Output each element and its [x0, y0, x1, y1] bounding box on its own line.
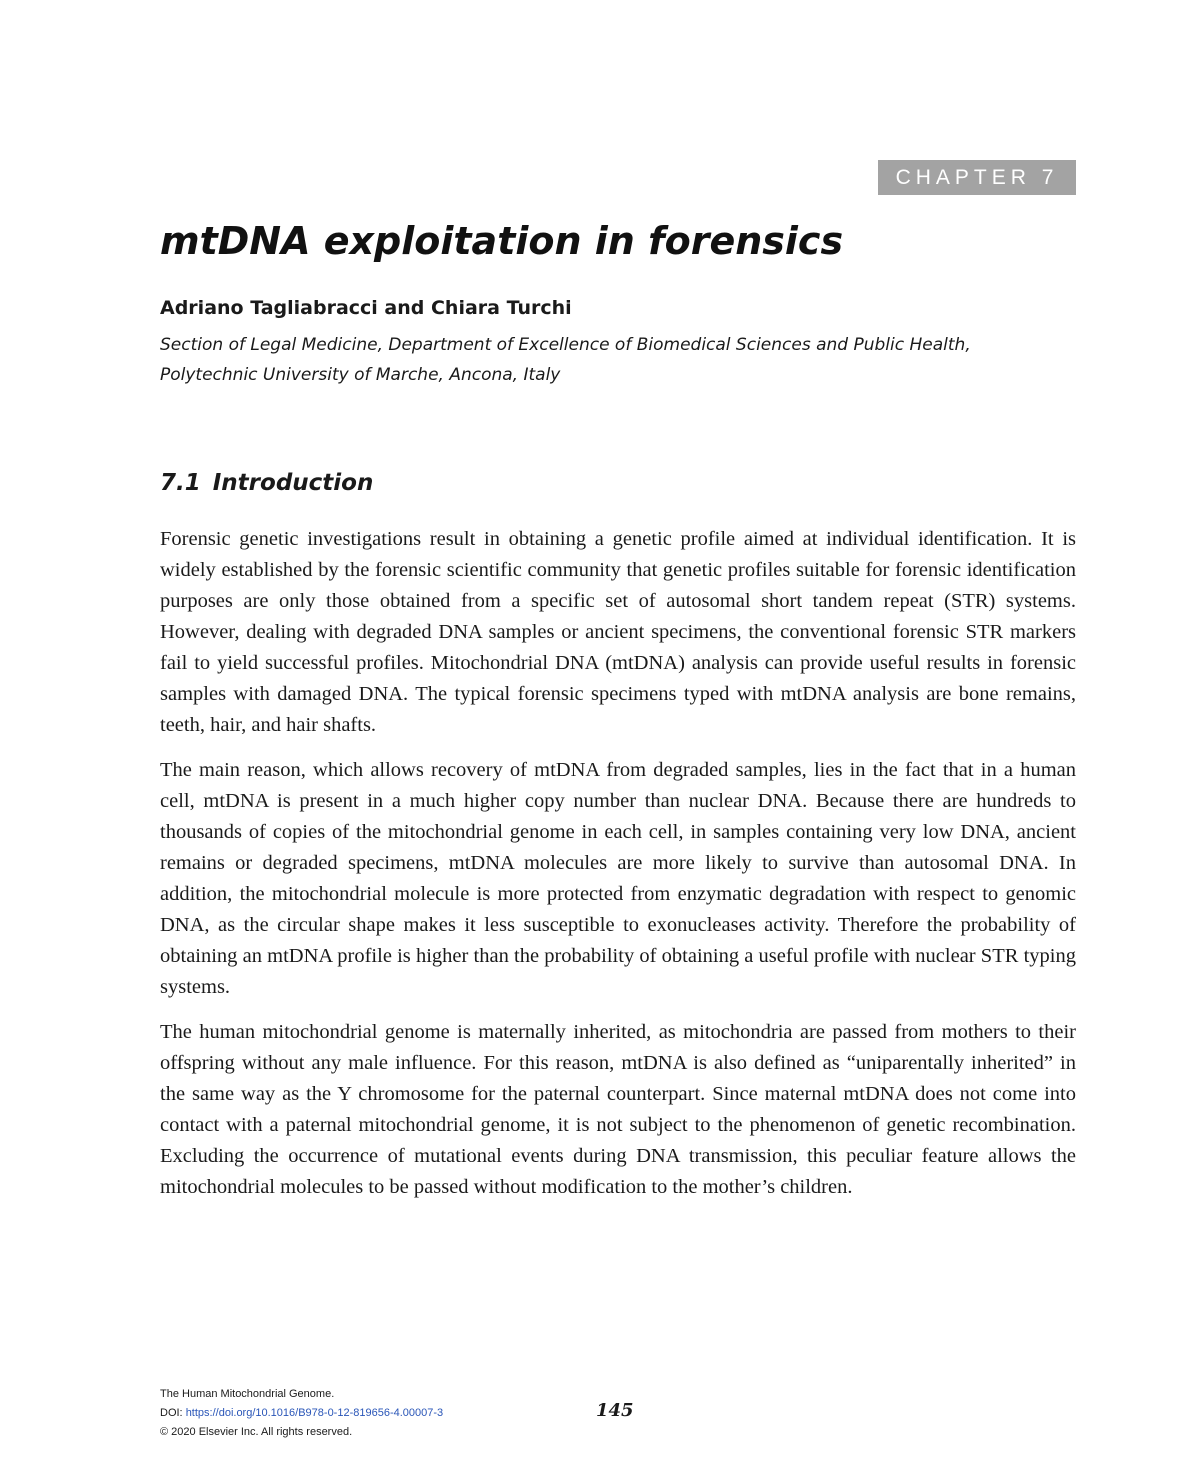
author-affiliation: [160, 330, 1060, 390]
doi-link[interactable]: https://doi.org/10.1016/B978-0-12-819656-4.00007-3: [185, 1407, 444, 1419]
paragraph-1: Forensic genetic investigations result in obtaining a genetic profile aimed at individual identification. It is widely established by the forensic scientific community that genetic profiles suitable for forensic identification purposes are only those obtained from a specific set of autosomal short tandem repeat (STR) systems. However, dealing with degraded DNA samples or ancient specimens, the conventional forensic STR markers fail to yield successful profiles. Mitochondrial DNA (mtDNA) analysis can provide useful results in forensic samples with damaged DNA. The typical forensic specimens typed with mtDNA analysis are bone remains, teeth, hair, and hair shafts.: [160, 528, 1076, 736]
footer-doi-label: DOI:: [160, 1407, 183, 1419]
section-number: 7.1: [160, 470, 201, 496]
footer-copyright: © 2020 Elsevier Inc. All rights reserved.: [160, 1426, 353, 1438]
author-names: Adriano Tagliabracci and Chiara Turchi: [160, 297, 572, 319]
body-text: [160, 524, 1076, 1217]
footer-book-title: The Human Mitochondrial Genome.: [160, 1388, 335, 1400]
footer-citation: [160, 1385, 443, 1442]
section-heading: [160, 466, 373, 500]
section-title: Introduction: [212, 470, 374, 496]
paragraph-3: The human mitochondrial genome is maternally inherited, as mitochondria are passed from mothers to their offspring without any male influence. For this reason, mtDNA is also defined as “uniparentally inherited” in the same way as the Y chromosome for the paternal counterpart. Since maternal mtDNA does not come into contact with a paternal mitochondrial genome, it is not subject to the phenomenon of genetic recombination. Excluding the occurrence of mutational events during DNA transmission, this peculiar feature allows the mitochondrial molecules to be passed without modification to the mother’s children.: [160, 1021, 1076, 1198]
footer-doi-line: [160, 1404, 443, 1423]
affiliation-line-1: Section of Legal Medicine, Department of Excellence of Biomedical Sciences and Public Health,: [160, 335, 971, 355]
page-number: 145: [596, 1400, 634, 1421]
chapter-label-badge: CHAPTER 7: [878, 160, 1076, 195]
affiliation-line-2: Polytechnic University of Marche, Ancona, Italy: [160, 365, 561, 385]
paragraph-2: The main reason, which allows recovery of mtDNA from degraded samples, lies in the fact that in a human cell, mtDNA is present in a much higher copy number than nuclear DNA. Because there are hundreds to thousands of copies of the mitochondrial genome in each cell, in samples containing very low DNA, ancient remains or degraded specimens, mtDNA molecules are more likely to survive than autosomal DNA. In addition, the mitochondrial molecule is more protected from enzymatic degradation with respect to genomic DNA, as the circular shape makes it less susceptible to exonucleases activity. Therefore the probability of obtaining an mtDNA profile is higher than the probability of obtaining a useful profile with nuclear STR typing systems.: [160, 759, 1076, 998]
chapter-title: mtDNA exploitation in forensics: [160, 219, 844, 263]
